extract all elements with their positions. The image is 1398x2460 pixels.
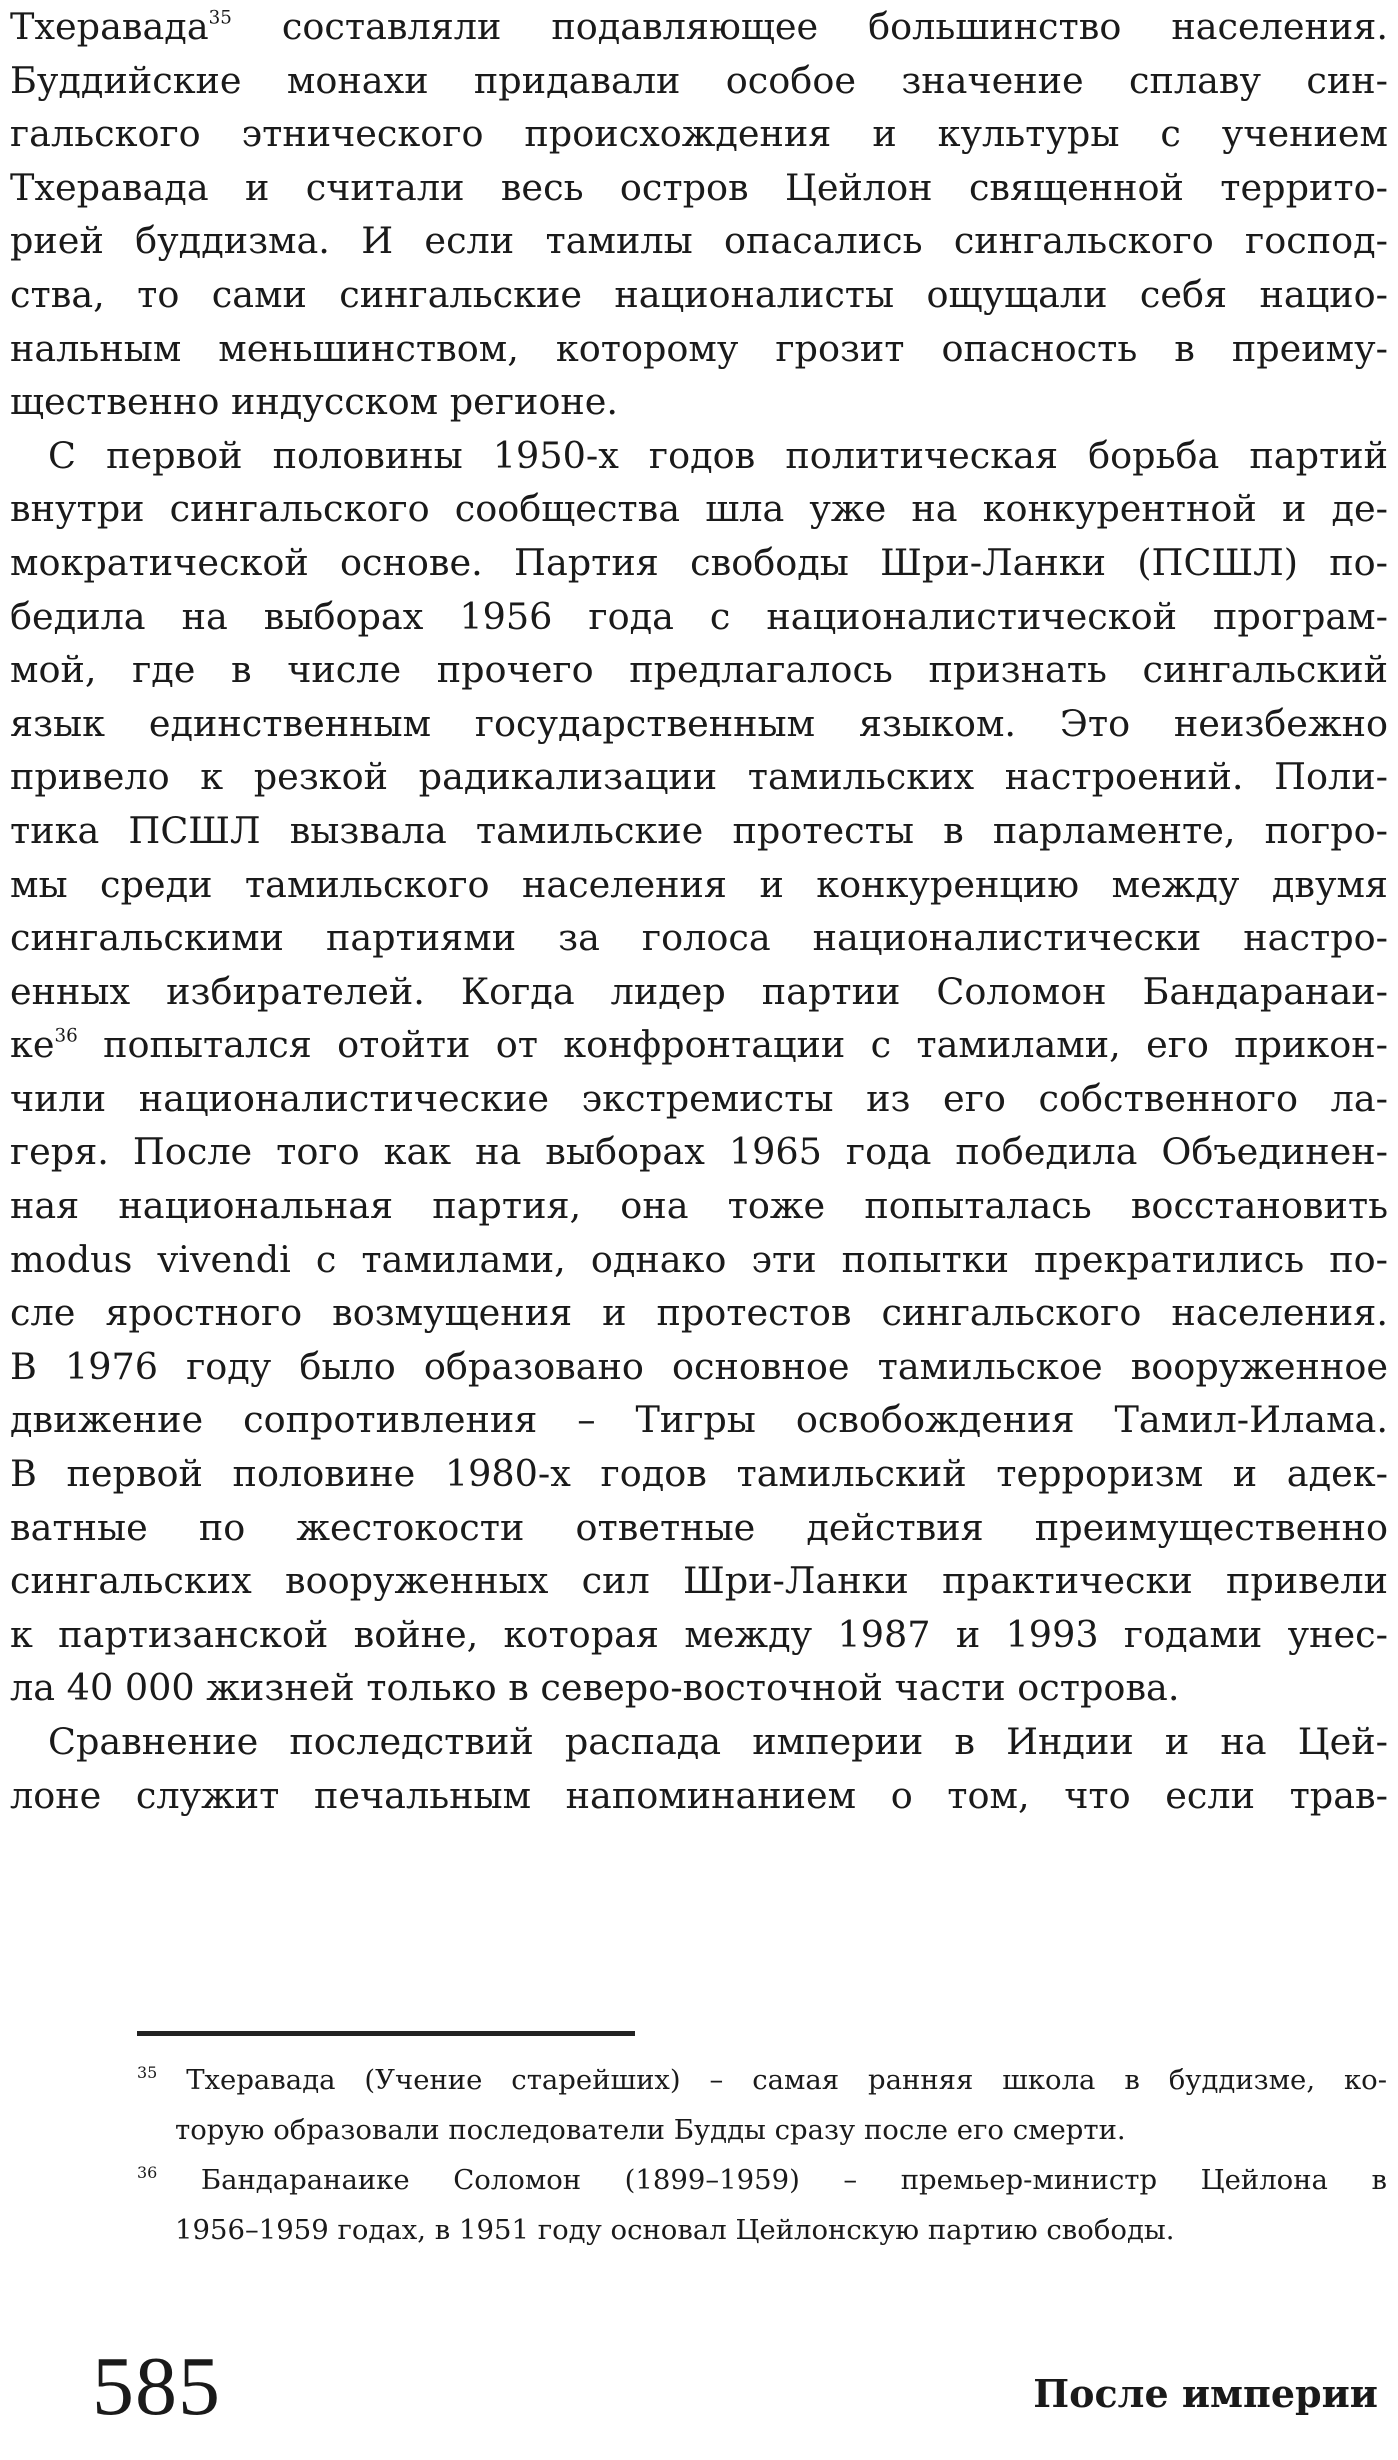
footnote-ref-36[interactable]: 36 (54, 1025, 78, 1047)
text-line: В 1976 году было образовано основное тамильское вооруженное (10, 1344, 1388, 1388)
footnote-35: $^{35}$ Тхеравада (Учение старейших) – самая ранняя школа в буддизме, ко- (137, 2062, 1387, 2096)
text-line: геря. После того как на выборах 1965 года победила Объединен- (10, 1130, 1388, 1174)
text-line: мы среди тамильского населения и конкуренцию между двумя (10, 862, 1388, 906)
text-line: движение сопротивления – Тигры освобождения Тамил-Илама. (10, 1398, 1388, 1442)
footnote-number: 35 (137, 2062, 158, 2082)
footnote-ref-35[interactable]: 35 (208, 7, 232, 29)
text-line: Буддийские монахи придавали особое значение сплаву син- (10, 58, 1388, 102)
text-line: Тхеравада$^{35}$ составляли подавляющее большинство населения. (10, 5, 1388, 48)
text-line: Тхеравада и считали весь остров Цейлон священной террито- (10, 165, 1388, 209)
text-line: ства, то сами сингальские националисты ощущали себя нацио- (10, 272, 1388, 316)
footnotes (137, 2055, 1387, 2255)
footnote-35-continued: торую образовали последователи Будды сразу после его смерти. (175, 2114, 1126, 2146)
text-line: язык единственным государственным языком. Это неизбежно (10, 701, 1388, 745)
text-line: modus vivendi с тамилами, однако эти попытки прекратились по- (10, 1237, 1388, 1281)
text-line: енных избирателей. Когда лидер партии Соломон Бандаранаи- (10, 969, 1388, 1013)
footnote-36-continued: 1956–1959 годах, в 1951 году основал Цейлонскую партию свободы. (175, 2214, 1175, 2246)
text-line: сле яростного возмущения и протестов сингальского населения. (10, 1291, 1388, 1335)
footnote-separator (137, 2031, 635, 2036)
main-text (10, 0, 1388, 1822)
text-line: бедила на выборах 1956 года с националистической програм- (10, 594, 1388, 638)
text-line: лоне служит печальным напоминанием о том, что если трав- (10, 1773, 1388, 1817)
text-line: чили националистические экстремисты из его собственного ла- (10, 1076, 1388, 1120)
text-line: Сравнение последствий распада империи в Индии и на Цей- (48, 1720, 1388, 1763)
text-line: ная национальная партия, она тоже попыталась восстановить (10, 1184, 1388, 1228)
footnote-number: 36 (137, 2162, 158, 2182)
text-line: к партизанской войне, которая между 1987 и 1993 годами унес- (10, 1612, 1388, 1656)
text-line: В первой половине 1980-х годов тамильский терроризм и адек- (10, 1452, 1388, 1496)
page-number: 585 (92, 2340, 221, 2433)
text-line: мой, где в числе прочего предлагалось признать сингальский (10, 648, 1388, 692)
running-head: После империи (1033, 2371, 1378, 2416)
text-line: щественно индусском регионе. (10, 380, 619, 424)
text-line: гальского этнического происхождения и культуры с учением (10, 112, 1388, 156)
text-line: сингальских вооруженных сил Шри-Ланки практически привели (10, 1559, 1388, 1603)
text-line: тика ПСШЛ вызвала тамильские протесты в парламенте, погро- (10, 808, 1388, 852)
text-line: привело к резкой радикализации тамильских настроений. Поли- (10, 755, 1388, 799)
text-line: мократической основе. Партия свободы Шри-Ланки (ПСШЛ) по- (10, 540, 1388, 584)
text-line: внутри сингальского сообщества шла уже на конкурентной и де- (10, 487, 1388, 531)
text-line: $ке^{36}$ попытался отойти от конфронтации с тамилами, его прикон- (10, 1023, 1388, 1067)
text-line: нальным меньшинством, которому грозит опасность в преиму- (10, 326, 1388, 370)
text-line: ла 40 000 жизней только в северо-восточной части острова. (10, 1666, 1180, 1710)
text-line: С первой половины 1950-х годов политическая борьба партий (48, 433, 1388, 477)
text-line: ватные по жестокости ответные действия преимущественно (10, 1505, 1388, 1549)
text-line: рией буддизма. И если тамилы опасались сингальского господ- (10, 219, 1388, 263)
text-line: сингальскими партиями за голоса националистически настро- (10, 916, 1388, 960)
footnote-36: $^{36}$ Бандаранаике Соломон (1899–1959) – премьер-министр Цейлона в (137, 2162, 1387, 2196)
